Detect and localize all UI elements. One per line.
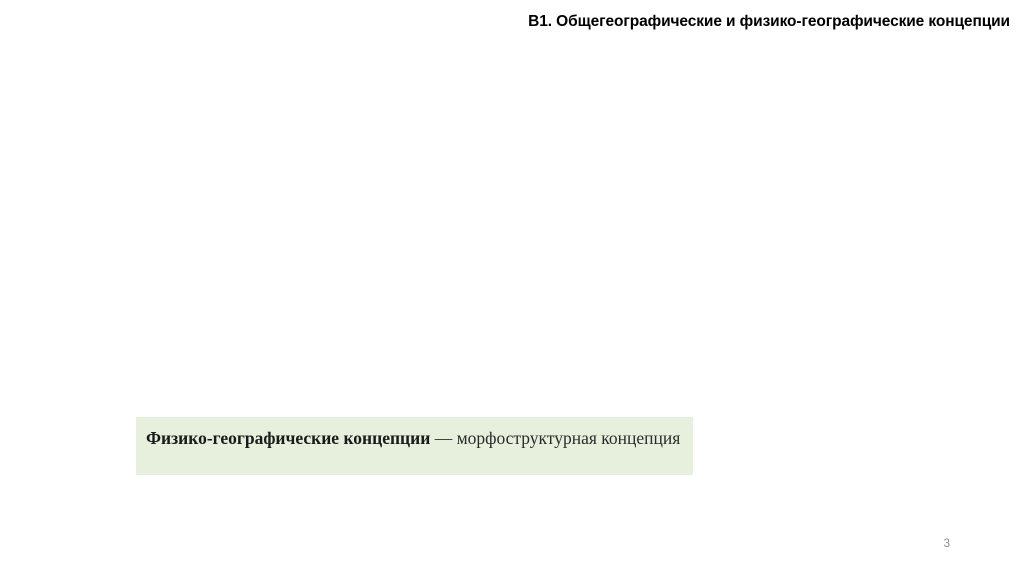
content-paragraph [146, 427, 681, 450]
content-term: Физико-географические концепции [146, 428, 431, 448]
slide-title: B1. Общегеографические и физико-географические концепции [528, 13, 1010, 30]
content-separator: — [430, 428, 457, 448]
highlighted-content-box [136, 417, 693, 475]
slide-number: 3 [943, 538, 950, 550]
content-description: морфоструктурная концепция [456, 428, 681, 448]
